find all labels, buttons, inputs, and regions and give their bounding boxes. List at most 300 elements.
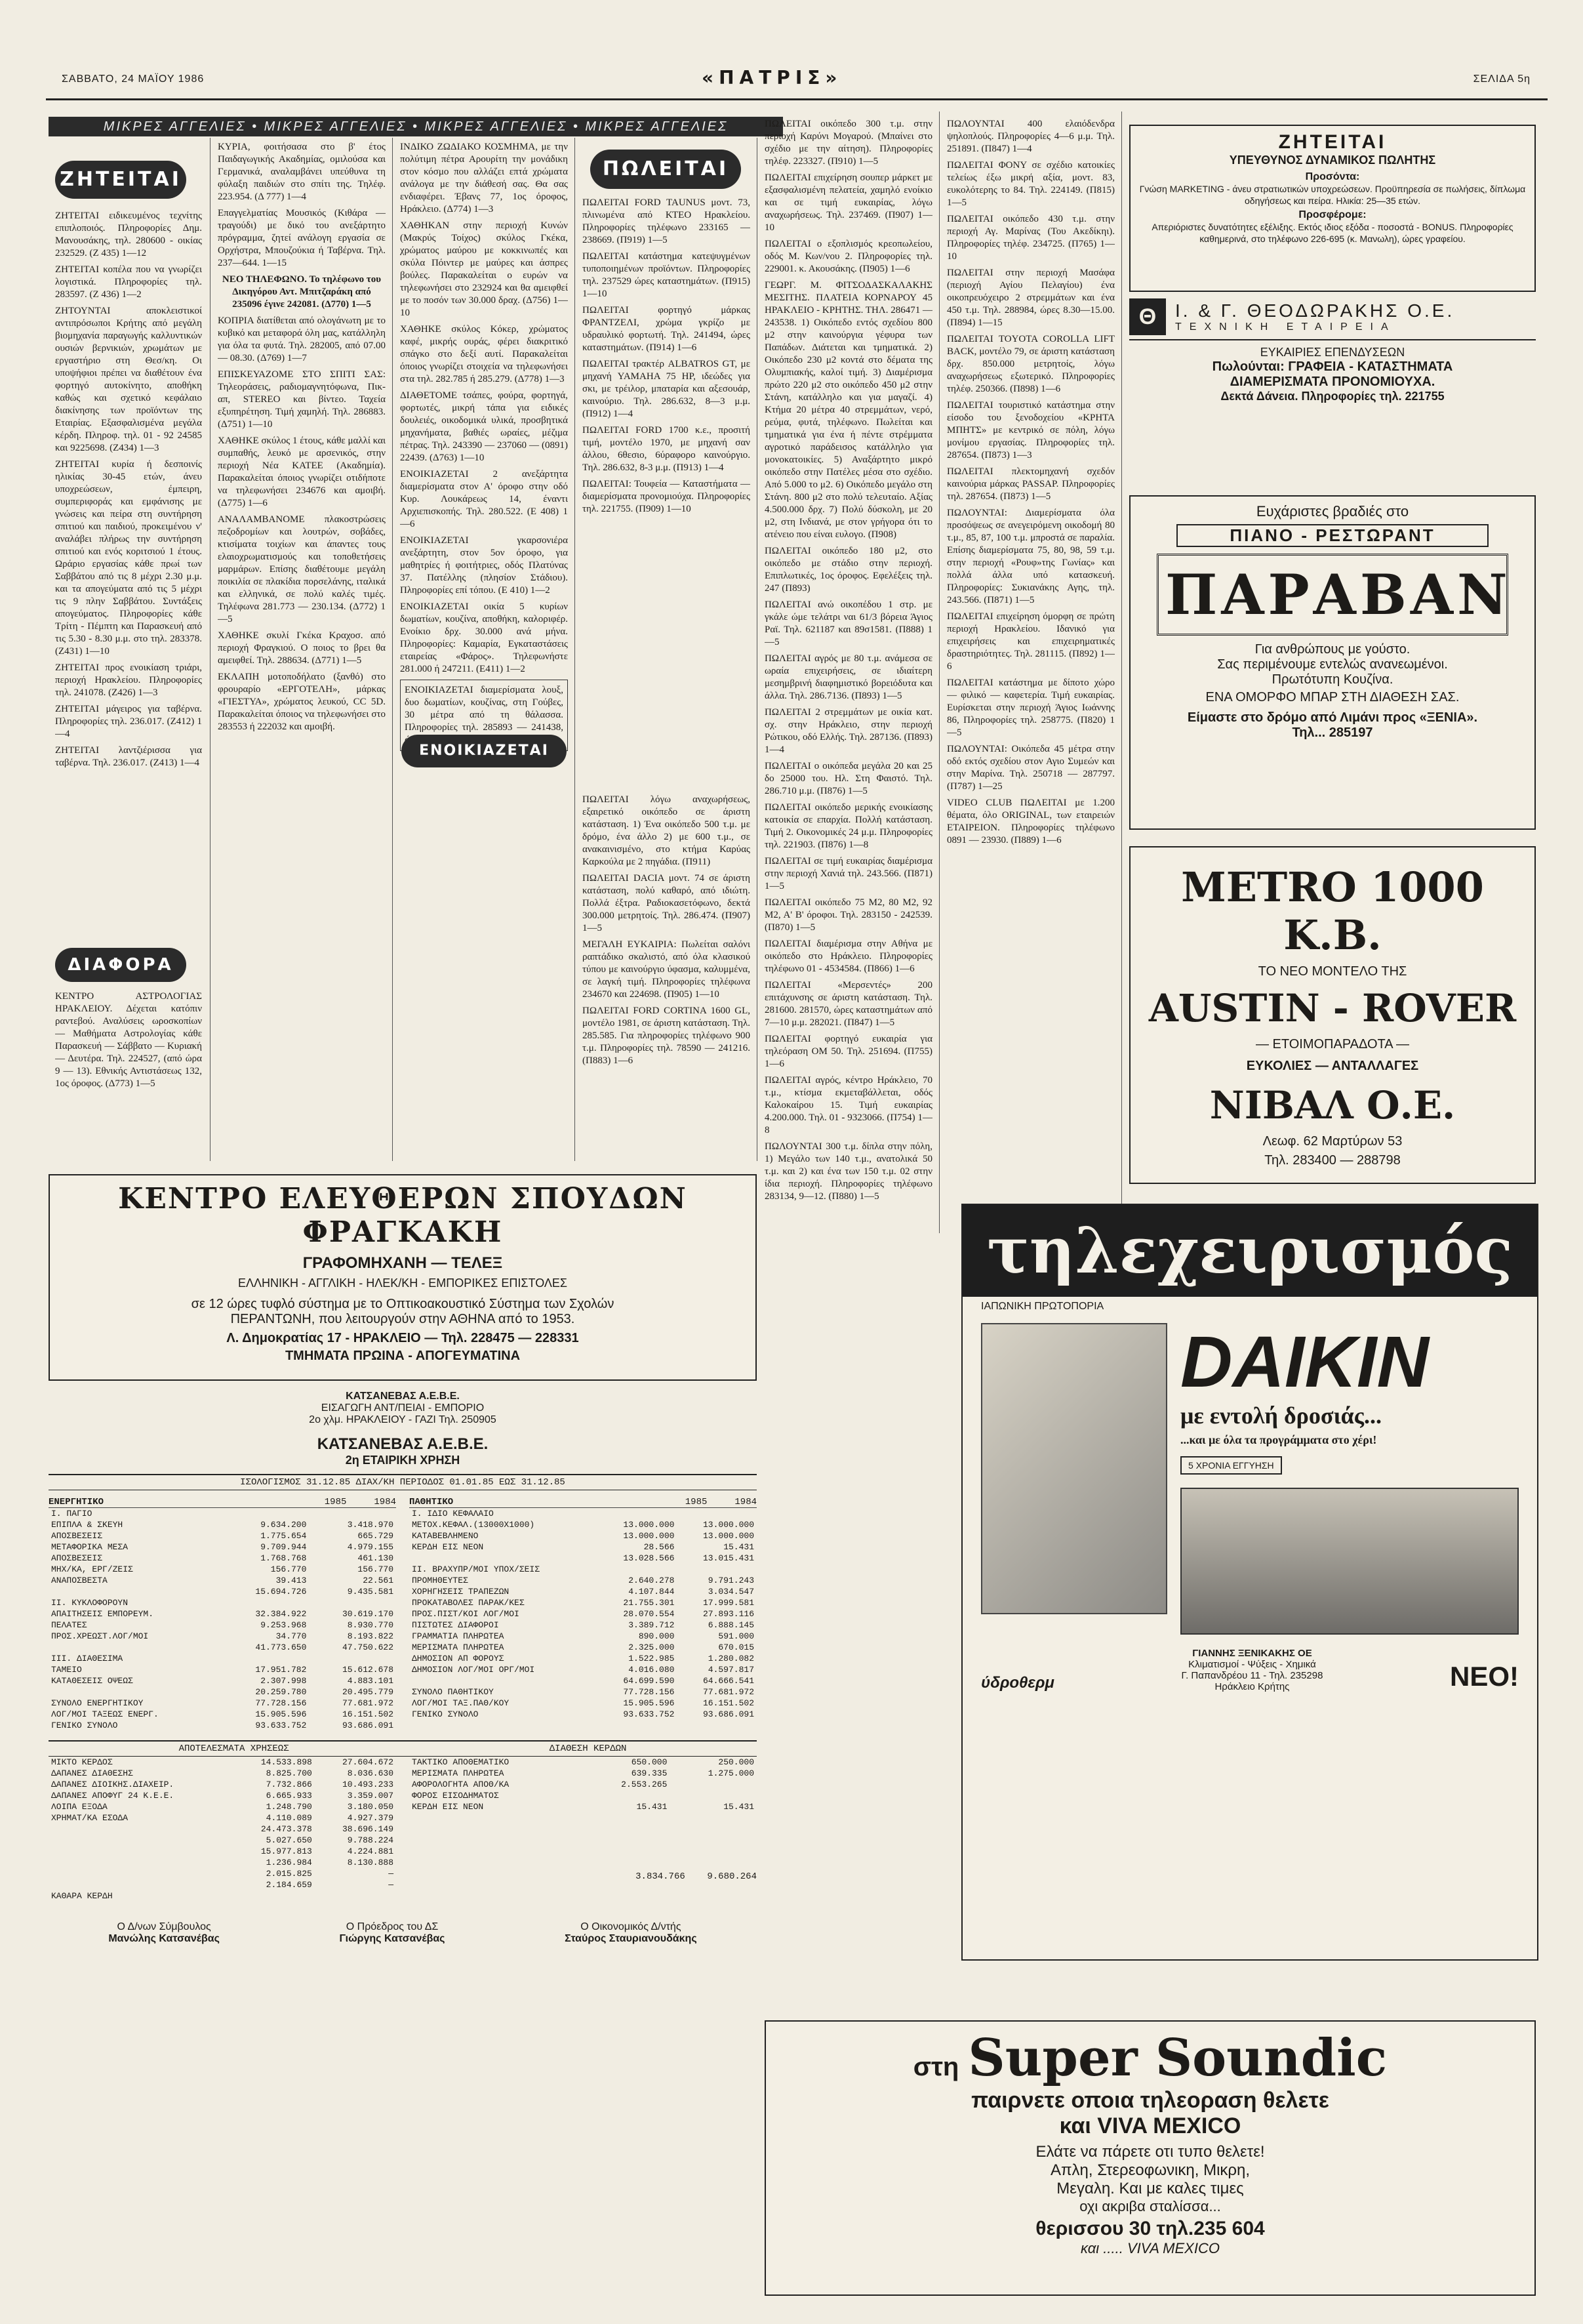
- classified-ad: ΑΝΑΛΑΜΒΑΝΟΜΕ πλακοστρώσεις πεζοδρομίων και λουτρών, σοβάδες, κτισίματα τοιχίων και άπαντες τους ελαιοχρωματισμούς και τοποθετήσεις μαρμάρων. Επίσης διαθέτουμε μεγάλη ποικιλία σε πλακίδια πορσελάνης, ιταλικά και ελληνικά, σε πολύ καλές τιμές. Τηλέφωνα 281.773 — 230.134. (Δ772) 1—5: [218, 514, 386, 624]
- row-label: ΛΟΙΠΑ ΕΞΟΔΑ: [51, 1802, 108, 1812]
- table-row: [409, 1768, 757, 1779]
- classified-ad: ΠΩΛΕΙΤΑΙ FORD CORTINA 1600 GL, μοντέλο 1981, σε άριστη κατάσταση. Τηλ. 285.585. Για πληροφορίες τηλέφωνο 900 τ.μ. Πληροφορίες τηλ. 78590 — 241216. (Π883) 1—6: [582, 1006, 750, 1066]
- row-value: 22.561: [363, 1576, 393, 1585]
- row-label: ΓΡΑΜΜΑΤΙΑ ΠΛΗΡΩΤΕΑ: [412, 1631, 504, 1641]
- ad-line: ΙΑΠΩΝΙΚΗ ΠΡΩΤΟΠΟΡΙΑ: [981, 1301, 1104, 1312]
- row-value: [233, 1890, 315, 1902]
- assets-title: ΕΝΕΡΓΗΤΙΚΟ: [49, 1497, 104, 1507]
- table-row: [409, 1757, 757, 1768]
- ad-label: Προσόντα:: [1305, 171, 1360, 182]
- ad-label: Προσφέρομε:: [1298, 209, 1367, 220]
- classified-ad: ΖΗΤΕΙΤΑΙ μάγειρος για ταβέρνα. Πληροφορίες τηλ. 236.017. (Ζ412) 1—4: [55, 704, 202, 739]
- row-value: 3.418.970: [347, 1520, 393, 1530]
- row-value: 20.259.780: [255, 1687, 307, 1697]
- row-label: ΜΕΡΙΣΜΑΤΑ ΠΛΗΡΩΤΕΑ: [412, 1768, 504, 1778]
- signatory-name: Γιώργης Κατσανέβας: [339, 1933, 445, 1944]
- row-value: 3.359.007: [347, 1791, 393, 1801]
- table-row: [49, 1553, 396, 1564]
- classified-ad: ΖΗΤΟΥΝΤΑΙ αποκλειστικοί αντιπρόσωποι Κρήτης από μεγάλη βιομηχανία παραγωγής καλλυντικών ουσιών βερνικιών, χρωμάτων με εργαστήριο στη Θεσ/κη. Οι υποψήφιοι πρέπει να διαθέτουν ένα φορτηγό αυτοκίνητο, αποθήκη καθώς και σχετικό κεφάλαιο διακίνησης των προϊόντων της Εταιρίας. Εξασφαλισμένα μεγάλα κέρδη. Πληροφ. τηλ. 01 - 92 24585 και 9225698. (Ζ434) 1—3: [55, 306, 202, 453]
- classified-ad: ΖΗΤΕΙΤΑΙ προς ενοικίαση τριάρι, περιοχή Ηρακλείου. Πληροφορίες τηλ. 241078. (Ζ426) 1—3: [55, 663, 202, 698]
- classified-ad: ΠΩΛΟΥΝΤΑΙ 400 ελαιόδενδρα ψηλοπλούς. Πληροφορίες 4—6 μ.μ. Τηλ. 251891. (Π847) 1—4: [947, 119, 1115, 154]
- classified-ad: ΚΥΡΙΑ, φοιτήσασα στο β' έτος Παιδαγωγικής Ακαδημίας, ομιλούσα και Γερμανικά, αναλαμβάνει υπεύθυνα τη φύλαξη παιδιών στο σπίτι της. Τηλέφ. 223.954. (Δ 777) 1—4: [218, 142, 386, 202]
- classified-ad: ΠΩΛΕΙΤΑΙ λόγω αναχωρήσεως, εξαιρετικό οικόπεδο σε άριστη κατάσταση. 1) Ένα οικόπεδο 500 τ.μ. με δρόμο, ένα άλλο 2) με 600 τ.μ., σε ανακαινισμένο, στο κτήμα Καρύας Καρκούλα με 2 πηγάδια. (Π911): [582, 794, 750, 867]
- row-label: ΑΠΑΙΤΗΣΕΙΣ ΕΜΠΟΡΕΥΜ.: [51, 1609, 154, 1619]
- classified-ad: ΠΩΛΕΙΤΑΙ διαμέρισμα στην Αθήνα με οικόπεδο στο Ηράκλειο. Πληροφορίες τηλέφωνο 01 - 4534584. (Π866) 1—6: [765, 939, 932, 974]
- row-value: 93.633.752: [255, 1721, 307, 1730]
- row-value: [315, 1890, 396, 1902]
- ad-line: σε 12 ώρες τυφλό σύστημα με το Οπτικοακουστικό Σύστημα των Σχολών: [191, 1297, 614, 1311]
- ad-line: Ηράκλειο Κρήτης: [1214, 1681, 1290, 1692]
- row-value: 15.905.596: [255, 1709, 307, 1719]
- table-row: [49, 1812, 396, 1824]
- row-value: 4.107.844: [628, 1587, 675, 1597]
- classified-ad: ΠΩΛΕΙΤΑΙ οικόπεδο 180 μ2, στο οικόπεδο με στάδιο στην περιοχή. Επιπλωτικές, 1ος όροφος. Εφελέξεις τηλ. 247 (Π893): [765, 546, 932, 594]
- total-value: 9.680.264: [707, 1871, 757, 1882]
- ad-theodorakis: [1129, 298, 1536, 476]
- classified-ad: ΠΩΛΕΙΤΑΙ στην περιοχή Μασάφα (περιοχή Αγίου Πελαγίου) ένα οικοπρευόχειρο 2 στρεμμάτων και ένα 450 τ.μ. Τηλ. 288984, ώρες 8.30—15.00. (Π894) 1—15: [947, 268, 1115, 328]
- ad-line: Ελάτε να πάρετε οτι τυπο θελετε!: [1035, 2143, 1265, 2161]
- row-label: ΔΑΠΑΝΕΣ ΔΙΟΙΚΗΣ.ΔΙΑΧΕΙΡ.: [51, 1780, 174, 1789]
- row-value: 13.000.000: [623, 1520, 675, 1530]
- ad-subtitle: ΥΠΕΥΘΥΝΟΣ ΔΥΝΑΜΙΚΟΣ ΠΩΛΗΤΗΣ: [1229, 153, 1436, 167]
- row-value: 13.000.000: [623, 1531, 675, 1541]
- row-value: 250.000: [718, 1757, 754, 1767]
- column-1: [55, 210, 202, 938]
- row-label: ΜΕΤΑΦΟΡΙΚΑ ΜΕΣΑ: [51, 1542, 129, 1552]
- ad-brand: Super Soundic: [968, 2028, 1388, 2088]
- table-row: [49, 1779, 396, 1790]
- classified-ad: ΓΕΩΡΓ. Μ. ΦΙΤΣΟΔΑΣΚΑΛΑΚΗΣ ΜΕΣΙΤΗΣ. ΠΛΑΤΕΙΑ ΚΟΡΝΑΡΟΥ 45 ΗΡΑΚΛΕΙΟ - ΚΡΗΤΗΣ. ΤΗΛ. 286471 — 243538. 1) Οικόπεδο εντός σχεδίου 800 μ2 στην καινούργια γέφυρα των Παπάδων. Διάτεται και τμηματικά. 2) Οικόπεδο 230 μ2 κοντά στο δέματα της Ολυμπιακής, καλοί τιμή. 3) Διαμέρισμα πρώτο 220 μ2 στο οικόπεδο 450 μ2 στην Στάνη, κατάλληλο και για μαγαζί. 4) Κτήμα 20 μέτρα 40 στρεμμάτων, νερό, ρεύμα, φυτά, τηλέφωνο. Πωλείται και τμηματικά για ένα ή πέντε στρέμματα αγροτικό παράδεισος κατάλληλο για μονοκατοικίες. 5) Αναξάρτητο μικρό οικόπεδο στην Πατέλες μέσα στο σχέδιο. Από 5.000 το μ2. 6) Οικόπεδο μεγάλο στη Στάνη. 800 μ2 στο πολύ τελευταίο. Αξίας 4.500.000 δρχ. 7) Πολύ δύσκολη, με 20 μ2, στη Ινδιανά, με στον γρήγορα ότι το ατένειο που είναι ευλογο. (Π908): [765, 280, 932, 540]
- classified-ad: ΠΩΛΕΙΤΑΙ επιχείρηση όμορφη σε πρώτη περιοχή Ηρακλείου. Ιδανικό για επιχειρήσεις και επιχειρηματικές δραστηριότητες. Τηλ. 281115. (Π892) 1—6: [947, 611, 1115, 672]
- classified-ad: ΠΩΛΕΙΤΑΙ επιχείρηση σουπερ μάρκετ με εξασφαλισμένη πελατεία, χαμηλό ενοίκιο και σε τιμή ευκαιρίας, λόγω αναχωρήσεως. Τηλ. 237469. (Π907) 1—10: [765, 173, 932, 233]
- table-row: [409, 1608, 757, 1620]
- row-value: 4.883.101: [347, 1676, 393, 1686]
- ad-line: ΤΜΗΜΑΤΑ ΠΡΩΙΝΑ - ΑΠΟΓΕΥΜΑΤΙΝΑ: [285, 1349, 521, 1363]
- table-row: [49, 1790, 396, 1801]
- table-row: [49, 1890, 396, 1902]
- row-value: 4.224.881: [347, 1846, 393, 1856]
- ad-sales-wanted: [1129, 125, 1536, 292]
- table-row: [49, 1597, 396, 1608]
- ad-text: Γνώση MARKETING - άνευ στρατιωτικών υποχρεώσεων. Προϋπηρεσία σε πωλήσεις, δίπλωμα οδηγήσεως και πείρα. Ηλικία: 25—35 ετών.: [1139, 184, 1526, 206]
- row-label: [49, 1586, 222, 1597]
- ad-brand: AUSTIN - ROVER: [1148, 986, 1517, 1030]
- classified-ad: ΠΩΛΕΙΤΑΙ κατάστημα κατεψυγμένων τυποποιημένων προϊόντων. Πληροφορίες τηλ. 237529 ώρες καταστημάτων. (Π915) 1—10: [582, 251, 750, 299]
- row-label: ΧΟΡΗΓΗΣΕΙΣ ΤΡΑΠΕΖΩΝ: [412, 1587, 510, 1597]
- signatory-name: Σταύρος Σταυριανουδάκης: [565, 1933, 697, 1944]
- row-value: 2.553.265: [621, 1780, 668, 1789]
- row-value: 3.389.712: [628, 1620, 675, 1630]
- ad-line: ΕΝΑ ΟΜΟΡΦΟ ΜΠΑΡ ΣΤΗ ΔΙΑΘΕΣΗ ΣΑΣ.: [1205, 690, 1460, 704]
- row-value: 15.977.813: [260, 1846, 312, 1856]
- classified-ad: ΠΩΛΕΙΤΑΙ: Τουφεία — Καταστήματα — διαμερίσματα προνομιούχα. Πληροφορίες τηλ. 221755. (Π909) 1—10: [582, 479, 750, 514]
- row-value: 24.473.378: [260, 1824, 312, 1834]
- table-row: [409, 1642, 757, 1653]
- table-row: [49, 1508, 396, 1519]
- classified-ad: ΠΩΛΟΥΝΤΑΙ 300 τ.μ. δίπλα στην πόλη, 1) Μεγάλο των 140 τ.μ., ανατολικά 50 τ.μ. και 2) και ένα των 150 τ.μ. 02 στην ίδια περιοχή. Πληροφορίες τηλέφωνο 283134, 9—12. (Π880) 1—5: [765, 1141, 932, 1202]
- table-row: [409, 1779, 757, 1790]
- signatory-name: Μανώλης Κατσανέβας: [108, 1933, 220, 1944]
- ad-line: Γ. Παπανδρέου 11 - Τηλ. 235298: [1181, 1670, 1323, 1681]
- row-label: ΔΑΠΑΝΕΣ ΔΙΑΘΕΣΗΣ: [51, 1768, 133, 1778]
- classified-ad: ΧΑΘΗΚΕ σκυλί Γκέκα Κραχοσ. από περιοχή Φραγκιού. Ο ποιος το βρει θα αμειφθεί. Τηλ. 288634. (Δ771) 1—5: [218, 630, 386, 666]
- ad-line: Τηλ. 283400 — 288798: [1264, 1153, 1401, 1168]
- row-value: 3.180.050: [347, 1802, 393, 1812]
- classifieds-band: ΜΙΚΡΕΣ ΑΓΓΕΛΙΕΣ • ΜΙΚΡΕΣ ΑΓΓΕΛΙΕΣ • ΜΙΚΡΕΣ ΑΓΓΕΛΙΕΣ • ΜΙΚΡΕΣ ΑΓΓΕΛΙΕΣ: [49, 117, 783, 136]
- table-row: [49, 1564, 396, 1575]
- classified-ad: ΕΝΟΙΚΙΑΖΕΤΑΙ γκαρσονιέρα ανεξάρτητη, στον 5ον όροφο, για μαθητρίες ή φοιτήτριες, οδός Πλατύνας 37. Πατέλλης (πλησίον Στάδιου). Πληροφορίες επί τόπου. (Ε 410) 1—2: [400, 535, 568, 596]
- row-value: 8.193.822: [347, 1631, 393, 1641]
- row-value: 93.686.091: [342, 1721, 393, 1730]
- row-value: 64.699.590: [623, 1676, 675, 1686]
- balance-fiscal: 2η ΕΤΑΙΡΙΚΗ ΧΡΗΣΗ: [345, 1454, 460, 1467]
- row-value: 1.275.000: [708, 1768, 754, 1778]
- row-value: 6.665.933: [266, 1791, 312, 1801]
- row-value: —: [388, 1869, 393, 1879]
- table-row: [49, 1698, 396, 1709]
- row-label: ΑΝΑΠΟΣΒΕΣΤΑ: [51, 1576, 108, 1585]
- liabilities-title: ΠΑΘΗΤΙΚΟ: [409, 1497, 454, 1507]
- row-label: ΠΡΟΣ.ΠΙΣΤ/ΚΟΙ ΛΟΓ/ΜΟΙ: [412, 1609, 519, 1619]
- classified-ad: ΕΝΟΙΚΙΑΖΕΤΑΙ διαμερίσματα λουξ, δυο δωματίων, κουζίνας, στη Γούβες, 30 μέτρα από τη θάλασσα. Πληροφορίες τηλ. 285893 — 241438,: [400, 680, 568, 751]
- ad-subtitle: ΤΕΧΝΙΚΗ ΕΤΑΙΡΕΙΑ: [1175, 321, 1396, 333]
- remote-control-image: [981, 1323, 1167, 1614]
- distribution-title: ΔΙΑΘΕΣΗ ΚΕΡΔΩΝ: [549, 1743, 627, 1754]
- ad-line: ΔΙΑΜΕΡΙΣΜΑΤΑ ΠΡΟΝΟΜΙΟΥΧΑ.: [1230, 375, 1435, 389]
- row-value: 1.280.082: [708, 1654, 754, 1663]
- row-label: ΣΥΝΟΛΟ ΕΝΕΡΓΗΤΙΚΟΥ: [51, 1698, 144, 1708]
- row-label: [409, 1675, 597, 1686]
- section-poleitai: ΠΩΛΕΙΤΑΙ: [590, 150, 741, 189]
- row-value: 34.770: [275, 1631, 307, 1641]
- ad-line: Πρωτότυπη Κουζίνα.: [1272, 672, 1393, 687]
- ad-line: στη: [913, 2052, 959, 2081]
- ad-line: Ευχάριστες βραδιές στο: [1256, 503, 1409, 520]
- classified-ad: ΠΩΛΕΙΤΑΙ ο οικόπεδα μεγάλα 20 και 25 δο 25000 του. Ηλ. Στη Φαιστό. Τηλ. 286.710 μ.μ. (Π876) 1—5: [765, 761, 932, 796]
- row-label: ΛΟΓ/ΜΟΙ ΤΑΞ.ΠΑΘ/ΚΟΥ: [412, 1698, 510, 1708]
- ad-line: Μεγαλη. Και με καλες τιμες: [1056, 2180, 1244, 2197]
- table-row: [409, 1519, 757, 1530]
- classified-ad: ΠΩΛΕΙΤΑΙ TOYOTA COROLLA LIFT BACK, μοντέλο 79, σε άριστη κατάσταση δρχ. 850.000 μετρητοίς, λόγω αναχωρήσεως εξωτερικό. Πληροφορίες τηλέφ. 250366. (Π898) 1—6: [947, 334, 1115, 394]
- classified-ad: ΠΩΛΕΙΤΑΙ τουριστικό κατάστημα στην είσοδο του ξενοδοχείου «ΚΡΗΤΑ ΜΠΗΤΣ» με κεντρικό σε πόλη, λόγω μονίμου εργασίας. Πληροφορίες τηλ. 287654. (Π873) 1—3: [947, 400, 1115, 460]
- classified-ad: ΠΩΛΕΙΤΑΙ φορτηγό ευκαιρία για τηλεόραση OM 50. Τηλ. 251694. (Π755) 1—6: [765, 1034, 932, 1069]
- row-value: 64.666.541: [702, 1676, 754, 1686]
- table-row: [409, 1620, 757, 1631]
- table-row: [409, 1575, 757, 1586]
- balance-header: ΙΣΟΛΟΓΙΣΜΟΣ 31.12.85 ΔΙΑΧ/ΚΗ ΠΕΡΙΟΔΟΣ 01.01.85 ΕΩΣ 31.12.85: [49, 1474, 757, 1490]
- row-label: ΣΥΝΟΛΟ ΠΑΘΗΤΙΚΟΥ: [412, 1687, 494, 1697]
- table-row: [409, 1664, 757, 1675]
- results-table: [49, 1757, 396, 1902]
- row-value: [309, 1653, 396, 1664]
- signatory-title: Ο Οικονομικός Δ/ντής: [580, 1921, 681, 1932]
- row-label: ΠΙΣΤΩΤΕΣ ΔΙΑΦΟΡΟΙ: [412, 1620, 499, 1630]
- row-value: 8.825.700: [266, 1768, 312, 1778]
- row-value: —: [388, 1880, 393, 1890]
- row-value: 4.110.089: [266, 1813, 312, 1823]
- row-value: 8.930.770: [347, 1620, 393, 1630]
- classified-ad: Επαγγελματίας Μουσικός (Κιθάρα — τραγούδι) με δικό του ανεξάρτητο πρόγραμμα, ζητεί ανάλογη εργασία σε Ορχήστρα, Μπουζούκια ή Ταβέρνα. Τηλ. 237—644. 1—15: [218, 208, 386, 268]
- row-value: 77.681.972: [342, 1698, 393, 1708]
- row-value: [677, 1564, 757, 1575]
- ad-line: ΓΙΑΝΝΗΣ ΞΕΝΙΚΑΚΗΣ ΟΕ: [1192, 1648, 1312, 1659]
- table-row: [409, 1653, 757, 1664]
- table-row: [49, 1586, 396, 1597]
- classified-ad: ΝΕΟ ΤΗΛΕΦΩΝΟ. Το τηλέφωνο του Δικηγόρου Αντ. Μπιτζαράκη από 235096 έγινε 242081. (Δ770) 1—5: [222, 274, 382, 310]
- table-row: [49, 1824, 396, 1835]
- row-value: 650.000: [631, 1757, 668, 1767]
- row-value: 9.788.224: [347, 1835, 393, 1845]
- row-label: [49, 1835, 233, 1846]
- ad-brand: ΝΙΒΑΛ Ο.Ε.: [1209, 1083, 1456, 1128]
- row-label: ΠΡΟΣ.ΧΡΕΩΣΤ.ΛΟΓ/ΜΟΙ: [51, 1631, 149, 1641]
- column-rule: [392, 138, 393, 1161]
- row-label: ΦΟΡΟΣ ΕΙΣΟΔΗΜΑΤΟΣ: [412, 1791, 499, 1801]
- row-label: ΠΕΛΑΤΕΣ: [51, 1620, 87, 1630]
- classified-ad: ΠΩΛΕΙΤΑΙ FORD TAUNUS μοντ. 73, πλινωμένα από ΚΤΕΟ Ηρακλείου. Πληροφορίες τηλέφωνο 233165 — 238669. (Π919) 1—5: [582, 197, 750, 245]
- row-label: ΑΠΟΣΒΕΣΕΙΣ: [51, 1553, 103, 1563]
- row-label: ΠΡΟΚΑΤΑΒΟΛΕΣ ΠΑΡΑΚ/ΚΕΣ: [412, 1598, 525, 1608]
- row-value: 15.431: [723, 1542, 754, 1552]
- ad-title: ΚΕΝΤΡΟ ΕΛΕΥΘΕΡΩΝ ΣΠΟΥΔΩΝ ΦΡΑΓΚΑΚΗ: [118, 1182, 687, 1249]
- row-value: 9.634.200: [260, 1520, 307, 1530]
- table-row: [49, 1541, 396, 1553]
- results-title: ΑΠΟΤΕΛΕΣΜΑΤΑ ΧΡΗΣΕΩΣ: [178, 1743, 289, 1754]
- table-row: [49, 1642, 396, 1653]
- row-value: 1.775.654: [260, 1531, 307, 1541]
- air-conditioner-image: [1180, 1488, 1519, 1635]
- ad-title: Ι. & Γ. ΘΕΟΔΩΡΑΚΗΣ Ο.Ε.: [1175, 300, 1455, 321]
- ad-text: Απεριόριστες δυνατότητες εξέλιξης. Εκτός ιδιος εξόδα - ποσοστά - BONUS. Πληροφορίες καθημερινά, στο τηλέφωνο 226-695 (κ. Μανωλη), ώρες γραφείου.: [1152, 222, 1513, 244]
- row-value: 39.413: [275, 1576, 307, 1585]
- table-row: [49, 1675, 396, 1686]
- ad-super-soundic: [765, 2020, 1536, 2296]
- row-label: [49, 1642, 222, 1653]
- row-value: 7.732.866: [266, 1780, 312, 1789]
- table-row: [49, 1868, 396, 1879]
- ad-brand: τηλεχειρισμός: [987, 1213, 1513, 1288]
- row-value: 16.151.502: [342, 1709, 393, 1719]
- row-value: 27.604.672: [342, 1757, 393, 1767]
- row-value: 4.016.080: [628, 1665, 675, 1675]
- row-value: 890.000: [638, 1631, 675, 1641]
- row-value: 10.493.233: [342, 1780, 393, 1789]
- row-label: [49, 1868, 233, 1879]
- row-label: ΠΡΟΜΗΘΕΥΤΕΣ: [412, 1576, 468, 1585]
- row-value: [670, 1779, 757, 1790]
- row-value: 14.533.898: [260, 1757, 312, 1767]
- classified-ad: ΧΑΘΗΚΕ σκύλος 1 έτους, κάθε μαλλί και συμπαθής, λευκό με αρσενικός, στην περιοχή Νέα ΚΑΤΕΕ (Ακαδημία). Παρακαλείται όποιος γνωρίζει οτιδήποτε να τηλεφωνήσει 234676 και αμοιβή. (Δ775) 1—6: [218, 436, 386, 508]
- ad-line: Λ. Δημοκρατίας 17 - ΗΡΑΚΛΕΙΟ — Τηλ. 228475 — 228331: [226, 1331, 579, 1345]
- table-row: [409, 1686, 757, 1698]
- ad-line: Πωλούνται: ΓΡΑΦΕΙΑ - ΚΑΤΑΣΤΗΜΑΤΑ: [1212, 359, 1453, 374]
- row-value: 9.791.243: [708, 1576, 754, 1585]
- column-6: [947, 118, 1115, 1233]
- row-value: 2.307.998: [260, 1676, 307, 1686]
- row-value: 77.728.156: [255, 1698, 307, 1708]
- table-row: [49, 1757, 396, 1768]
- column-4: [582, 197, 750, 787]
- row-label: [409, 1553, 597, 1564]
- row-value: 93.686.091: [702, 1709, 754, 1719]
- ad-title: ΖΗΤΕΙΤΑΙ: [1278, 131, 1387, 153]
- row-label: ΓΕΝΙΚΟ ΣΥΝΟΛΟ: [51, 1721, 118, 1730]
- ad-brand: METRO 1000 K.B.: [1181, 863, 1484, 959]
- table-row: [49, 1530, 396, 1541]
- row-value: 15.431: [636, 1802, 668, 1812]
- row-value: 15.905.596: [623, 1698, 675, 1708]
- ad-line: Σας περιμένουμε εντελώς ανανεωμένοι.: [1217, 657, 1448, 672]
- row-value: 4.927.379: [347, 1813, 393, 1823]
- header-page: ΣΕΛΙΔΑ 5η: [1473, 73, 1531, 85]
- row-value: 17.951.782: [255, 1665, 307, 1675]
- paravan-logo: [1157, 554, 1512, 636]
- row-value: 639.335: [631, 1768, 668, 1778]
- row-value: 16.151.502: [702, 1698, 754, 1708]
- row-value: 13.000.000: [702, 1520, 754, 1530]
- row-value: 2.640.278: [628, 1576, 675, 1585]
- ad-line: ΤΟ ΝΕΟ ΜΟΝΤΕΛΟ ΤΗΣ: [1258, 964, 1407, 979]
- row-value: 17.999.581: [702, 1598, 754, 1608]
- row-value: [222, 1597, 310, 1608]
- classified-ad: ΙΝΔΙΚΟ ΖΩΔΙΑΚΟ ΚΟΣΜΗΜΑ, με την πολύτιμη πέτρα Αρουρίτη την μονάδικη στον κόσμο που αλλάζει επτά χρώματα ανάλογα με την διάθεσή σας. Θα σας ενδιαφέρει. Έβανς 77, 1ος όροφος, Ηράκλειο. (Δ774) 1—3: [400, 142, 568, 214]
- table-row: [49, 1519, 396, 1530]
- row-label: ΚΕΡΔΗ ΕΙΣ ΝΕΟΝ: [412, 1802, 484, 1812]
- classified-ad: ΜΕΓΑΛΗ ΕΥΚΑΙΡΙΑ: Πωλείται σαλόνι ραπτάδικο σκαλιστό, από όλα κλασικού τύπου με καινούργιο ύφασμα, καλυμμένα, σε λαγκή τιμή. Πληροφορίες τηλέφωνα 234670 και 224698. (Π905) 1—10: [582, 939, 750, 1000]
- classified-ad: ΠΩΛΕΙΤΑΙ FORD 1700 κ.ε., προσιτή τιμή, μοντέλο 1970, με μηχανή σαν άλλου, 6θεσιο, 6ύραφορο καινούργιο. Τηλ. 286.632, 8-3 μ.μ. (Π913) 1—4: [582, 425, 750, 473]
- ad-paravan: [1129, 495, 1536, 830]
- classified-ad: ΠΩΛΕΙΤΑΙ κατάστημα με δίποτο χώρο — φιλικό — καφετερία. Τιμή ευκαιρίας. Ευρίσκεται στην περιοχή Άγιος Ιωάννης 86, Πληροφορίες τηλ. 258775. (Π820) 1—5: [947, 678, 1115, 738]
- row-label: ΔΑΠΑΝΕΣ ΑΠΟΦΥΓ 24 Κ.Ε.Ε.: [51, 1791, 174, 1801]
- ad-line: Κλιματισμοί - Ψύξεις - Χημικά: [1188, 1659, 1316, 1670]
- table-row: [409, 1631, 757, 1642]
- table-row: [49, 1575, 396, 1586]
- classified-ad: ΖΗΤΕΙΤΑΙ ειδικευμένος τεχνίτης επιπλοποιός. Πληροφορίες Δημ. Μανουσάκης, τηλ. 280600 - οικίας 232529. (Ζ 435) 1—12: [55, 211, 202, 258]
- row-value: 9.709.944: [260, 1542, 307, 1552]
- row-label: ΚΑΤΑΒΕΒΛΗΜΕΝΟ: [412, 1531, 479, 1541]
- ad-line: και ..... VIVA MEXICO: [1081, 2240, 1220, 2256]
- row-value: 8.036.630: [347, 1768, 393, 1778]
- table-row: [409, 1790, 757, 1801]
- year-label: 1985: [685, 1497, 708, 1507]
- row-label: ΚΑΘΑΡΑ ΚΕΡΔΗ: [51, 1891, 113, 1901]
- classified-ad: ΕΚΛΑΠΗ μοτοποδήλατο (ξανθό) στο φρουραρίο «ΕΡΓΟΤΕΛΗ», μάρκας «ΓΙΕΣΤΥΑ», χρώματος λευκού, CC 5D. Παρακαλείται όποιος να τηλεφωνήσει στο 283553 ή 222032 και αμοιβή.: [218, 672, 386, 732]
- column-rule: [1121, 112, 1122, 1233]
- row-label: ΑΠΟΣΒΕΣΕΙΣ: [51, 1531, 103, 1541]
- table-row: [49, 1631, 396, 1642]
- column-4-lower: [582, 794, 750, 1161]
- table-row: [49, 1709, 396, 1720]
- row-value: 13.015.431: [702, 1553, 754, 1563]
- row-label: [49, 1857, 233, 1868]
- row-value: 461.130: [357, 1553, 393, 1563]
- section-zitite: ΖΗΤΕΙΤΑΙ: [55, 161, 186, 199]
- company-address: 2ο χλμ. ΗΡΑΚΛΕΙΟΥ - ΓΑΖΙ Τηλ. 250905: [309, 1414, 496, 1425]
- classified-ad: ΠΩΛΕΙΤΑΙ ο εξοπλισμός κρεοπωλείου, οδός Μ. Κων/νου 2. Πληροφορίες τηλ. 229001. κ. Ακουσάκης. (Π905) 1—6: [765, 239, 932, 274]
- row-value: 670.015: [718, 1642, 754, 1652]
- row-value: 13.000.000: [702, 1531, 754, 1541]
- row-value: 665.729: [357, 1531, 393, 1541]
- row-label: ΑΦΟΡΟΛΟΓΗΤΑ ΑΠΟΘ/ΚΑ: [412, 1780, 510, 1789]
- section-diafora: ΔΙΑΦΟΡΑ: [55, 948, 186, 982]
- row-value: 9.435.581: [347, 1587, 393, 1597]
- ad-badge: 5 ΧΡΟΝΙΑ ΕΓΓΥΗΣΗ: [1180, 1456, 1282, 1475]
- classified-ad: VIDEO CLUB ΠΩΛΕΙΤΑΙ με 1.200 θέματα, όλο ORIGINAL, των εταιρειών ETAIPEION. Πληροφορίες τηλέφωνο 0891 — 23930. (Π889) 1—6: [947, 798, 1115, 846]
- row-value: [597, 1508, 677, 1519]
- ad-brand: DAIKIN: [1180, 1322, 1429, 1402]
- ad-line: Δεκτά Δάνεια. Πληροφορίες τηλ. 221755: [1220, 390, 1445, 403]
- row-value: 1.768.768: [260, 1553, 307, 1563]
- row-value: 4.979.155: [347, 1542, 393, 1552]
- table-row: [409, 1564, 757, 1575]
- company-name: ΚΑΤΣΑΝΕΒΑΣ Α.Ε.Β.Ε.: [346, 1391, 460, 1402]
- classified-ad: ΠΩΛΕΙΤΑΙ αγρός με 80 τ.μ. ανάμεσα σε ωραία επιχειρήσεις, σε ιδιαίτερη μεσημβρινή διαφημιστικό βορειόδυτα και άλλα. Τηλ. 286.7136. (Π893) 1—5: [765, 653, 932, 701]
- classified-ad: ΠΩΛΕΙΤΑΙ σε τιμή ευκαιρίας διαμέρισμα στην περιοχή Χανιά τηλ. 243.566. (Π871) 1—5: [765, 856, 932, 891]
- classified-ad: ΔΙΑΘΕΤΟΜΕ τσάπες, φούρα, φορτηγά, φορτωτές, μικρή τάπα για ειδικές δουλειές, οικοδομικά υλικά, προσβητικά μηχανήματα, βαθιές ωραίες, μέζιμα πέτρας. Τηλ. 243390 — 237060 — (0891) 22439. (Δ763) 1—10: [400, 390, 568, 463]
- ad-line: ...και με όλα τα προγράμματα στο χέρι!: [1180, 1433, 1377, 1446]
- row-value: 20.495.779: [342, 1687, 393, 1697]
- row-value: 93.633.752: [623, 1709, 675, 1719]
- classified-ad: ΖΗΤΕΙΤΑΙ κυρία ή δεσποινίς ηλικίας 30-45 ετών, άνευ υποχρεώσεων, έμπειρη, συμπεριφοράς και εμφάνισης με γνώσεις και πείρα στη συντήρηση σπιτιού και παιδιού, προκειμένου ν' αναλάβει πλήρως την συντήρηση σπιτιού και ενός κοριτσιού 1 έτους. Ωράριο εργασίας κάθε πρωί των Σαββάτου από τις 8 μέχρι 2.30 μ.μ. και τα απογεύματα από τις 5 μέχρι τις 9 πλην Σαββάτου. Συντάξεις απογεύματος. Πληροφορίες κάθε Τρίτη - Πέμπτη και Παρασκευή από τις 5.30 - 8.30 μ.μ. στο τηλ. 283378. (Ζ431) 1—10: [55, 459, 202, 657]
- table-row: [49, 1768, 396, 1779]
- table-row: [49, 1664, 396, 1675]
- classified-ad: ΕΠΙΣΚΕΥΑΖΟΜΕ ΣΤΟ ΣΠΙΤΙ ΣΑΣ: Τηλεοράσεις, ραδιομαγνητόφωνα, Πικ-απ, STEREO και βίντεο. Ταχεία εξυπηρέτηση. Τιμή χαμηλή. Τηλ. 286883. (Δ751) 1—10: [218, 369, 386, 430]
- row-label: ΙΙ. ΚΥΚΛΟΦΟΡΟΥΝ: [51, 1598, 129, 1608]
- classified-ad: ΠΩΛΕΙΤΑΙ ανώ οικοπέδου 1 στρ. με γκάλε ώμε τελάτρι ναι 61/3 βόρεια Άγιος Ραϊ. Τηλ. 621187 και 89σ1581. (Π888) 1—5: [765, 600, 932, 647]
- row-label: Ι. ΙΔΙΟ ΚΕΦΑΛΑΙΟ: [412, 1509, 494, 1519]
- row-value: 1.236.984: [266, 1858, 312, 1867]
- table-row: [409, 1597, 757, 1608]
- ad-metro: [1129, 846, 1536, 1184]
- ad-line: Για ανθρώπους με γούστο.: [1254, 642, 1411, 657]
- classified-ad: ΠΩΛΕΙΤΑΙ τρακτέρ ALBATROS GT, με μηχανή YAMAHA 75 HP, ιδεώδες για σκι, με τρέιλορ, μπαταρία και αξεσουάρ, καινούριο. Τηλ. 286.632, 8—3 μ.μ. (Π912) 1—4: [582, 359, 750, 419]
- assets-table: [49, 1508, 396, 1731]
- row-value: 30.619.170: [342, 1609, 393, 1619]
- balance-title: ΚΑΤΣΑΝΕΒΑΣ Α.Ε.Β.Ε.: [317, 1435, 489, 1453]
- signatory-title: Ο Δ/νων Σύμβουλος: [117, 1921, 211, 1932]
- row-label: ΜΗΧ/ΚΑ, ΕΡΓ/ΖΕΙΣ: [51, 1564, 133, 1574]
- row-label: ΧΡΗΜΑΤ/ΚΑ ΕΣΟΔΑ: [51, 1813, 129, 1823]
- ad-line: οχι ακριβα σταλίσσα...: [1079, 2198, 1221, 2214]
- row-label: ΔΗΜΟΣΙΟΝ ΛΟΓ/ΜΟΙ ΟΡΓ/ΜΟΙ: [412, 1665, 535, 1675]
- ad-spoudon: [49, 1174, 757, 1381]
- row-label: [49, 1879, 233, 1890]
- ad-line: ΓΡΑΦΟΜΗΧΑΝΗ — ΤΕΛΕΞ: [302, 1254, 503, 1272]
- row-label: ΚΑΤΑΘΕΣΕΙΣ ΟΨΕΩΣ: [51, 1676, 133, 1686]
- row-value: 9.253.968: [260, 1620, 307, 1630]
- row-label: ΓΕΝΙΚΟ ΣΥΝΟΛΟ: [412, 1709, 479, 1719]
- classified-ad: ΠΩΛΕΙΤΑΙ αγρός, κέντρο Ηράκλειο, 70 τ.μ., κτίσμα εκμεταβάλλεται, οδός Καλοκαίρου 15. Τιμή ευκαιρίας 4.200.000. Τηλ. 01 - 9323066. (Π754) 1—8: [765, 1075, 932, 1135]
- classified-ad: ΧΑΘΗΚΑΝ στην περιοχή Κυνών (Μακρύς Τοίχος) σκύλος Γκέκα, χρώματος μαύρου με κοκκινωπές και σκύλα Πόιντερ με μαύρες και άσπρες βούλες. Παρακαλείται ο ευρών να τηλεφωνήσει στο 232924 και θα αμειφθεί με το ποσόν των 30.000 δραχ. (Δ756) 1—10: [400, 220, 568, 318]
- row-value: 8.130.888: [347, 1858, 393, 1867]
- section-enoikiazetai-label: ΕΝΟΙΚΙΑΖΕΤΑΙ: [401, 735, 567, 767]
- row-label: [49, 1846, 233, 1857]
- row-value: [309, 1597, 396, 1608]
- signatory-title: Ο Πρόεδρος του ΔΣ: [346, 1921, 439, 1932]
- row-value: 28.070.554: [623, 1609, 675, 1619]
- row-label: Ι. ΠΑΓΙΟ: [51, 1509, 92, 1519]
- daikin-headline-band: [963, 1205, 1537, 1297]
- classified-ad: ΠΩΛΕΙΤΑΙ 2 στρεμμάτων με οικία κατ. σχ. στην Ηράκλειο, στην περιοχή Ρώτικου, οδό Ελλής. Τηλ. 287136. (Π893) 1—4: [765, 707, 932, 755]
- table-row: [409, 1586, 757, 1597]
- row-value: 5.027.650: [266, 1835, 312, 1845]
- row-value: 2.015.825: [266, 1869, 312, 1879]
- ad-line: ύδροθερμ: [981, 1674, 1054, 1692]
- balance-sheet: [49, 1391, 757, 2309]
- column-3: [400, 141, 568, 1161]
- classified-ad: ΕΝΟΙΚΙΑΖΕΤΑΙ 2 ανεξάρτητα διαμερίσματα στον Α' όροφο στην οδό Κυρ. Λουκάρεως 14, έναντι Αρχιεπισκοπής. Τηλ. 280.522. (Ε 408) 1—6: [400, 469, 568, 529]
- row-label: ΙΙΙ. ΔΙΑΘΕΣΙΜΑ: [51, 1654, 123, 1663]
